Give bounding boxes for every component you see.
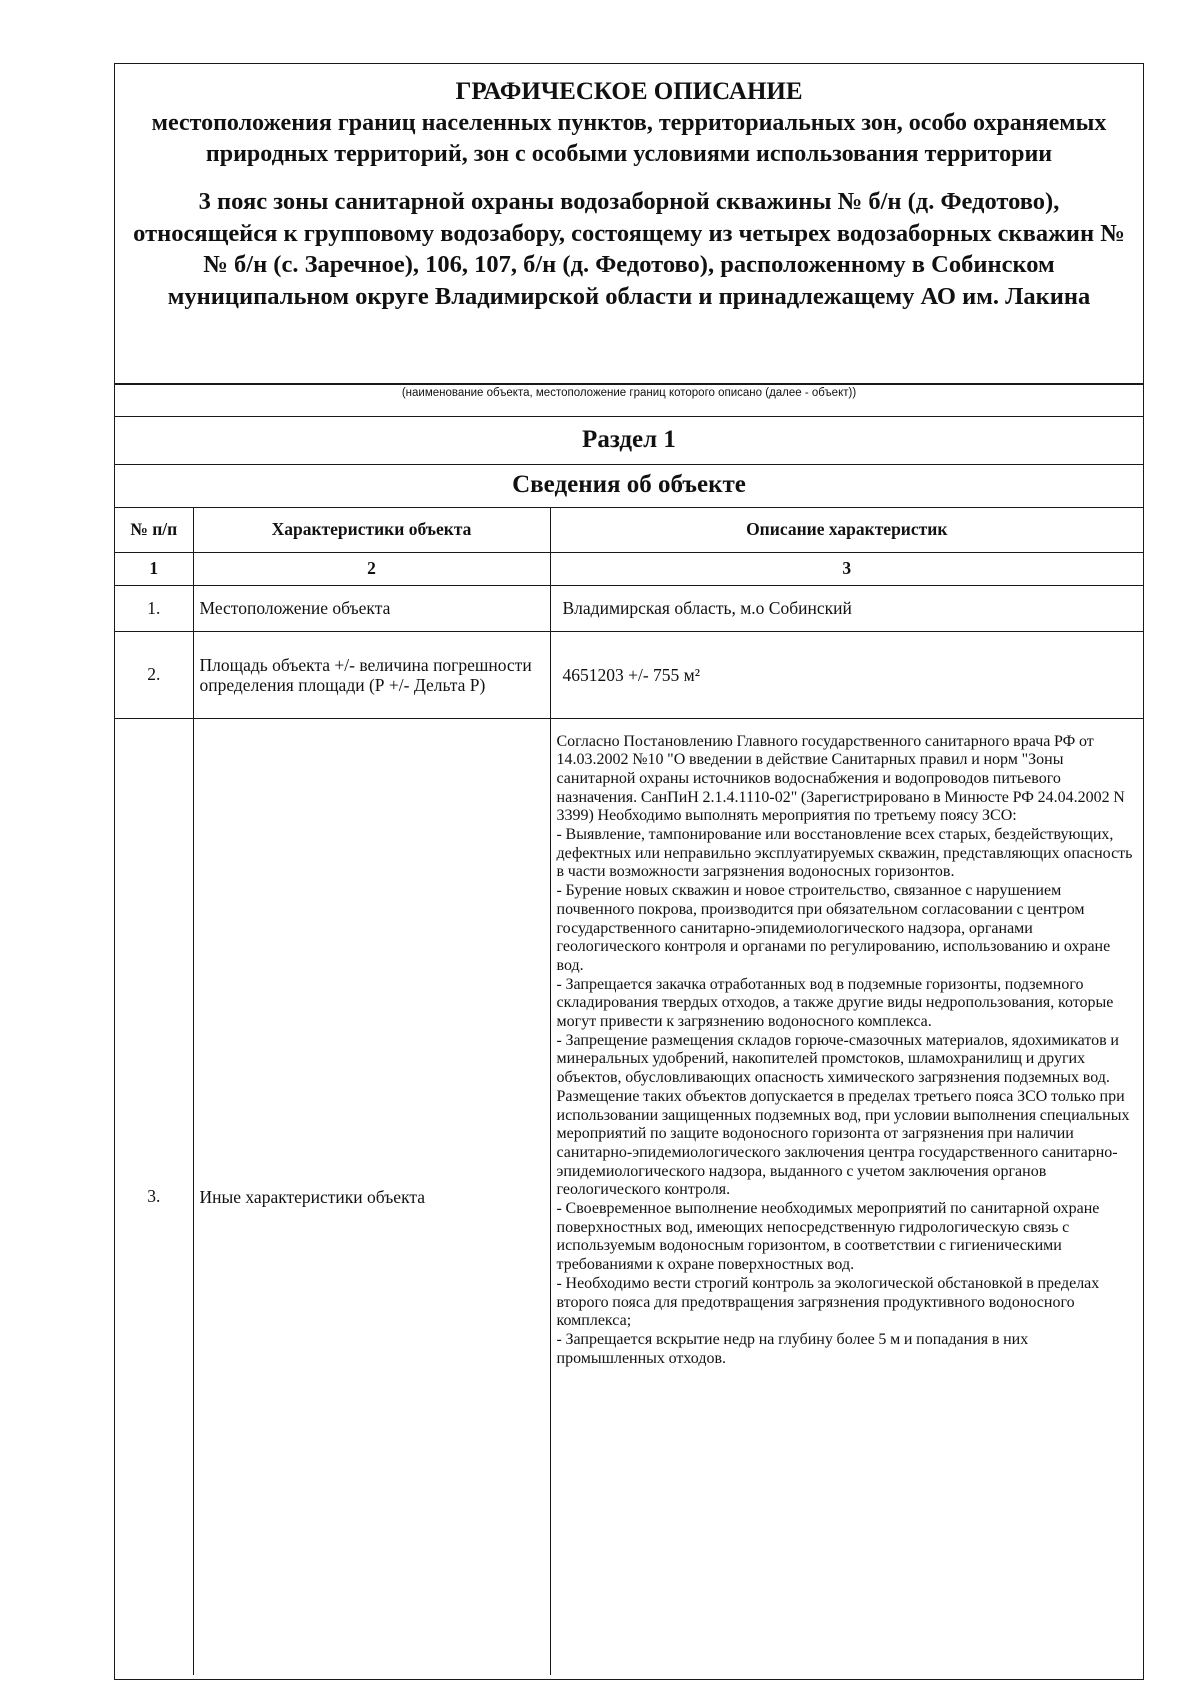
row-description: 4651203 +/- 755 м² (550, 631, 1143, 718)
row-characteristic: Местоположение объекта (193, 585, 550, 631)
document-frame (114, 63, 1144, 1680)
row-characteristic: Площадь объекта +/- величина погрешности определения площади (Р +/- Дельта Р) (193, 631, 550, 718)
table-row (115, 631, 1143, 718)
column-index: 1 (115, 552, 193, 585)
column-header-description: Описание характеристик (550, 507, 1143, 552)
row-description (550, 718, 1143, 1675)
description-paragraph: - Необходимо вести строгий контроль за экологической обстановкой в пределах второго пояса для предотвращения загрязнения продуктивного водоносного комплекса; (556, 1274, 1100, 1330)
description-paragraph: - Своевременное выполнение необходимых мероприятий по санитарной охране поверхностных вод, имеющих непосредственную гидрологическую связь с используемым водоносным горизонтом, в соответствии с гигиеническими требованиями к охране поверхностных вод. (556, 1200, 1100, 1274)
row-description: Владимирская область, м.о Собинский (550, 585, 1143, 631)
caption-divider (115, 416, 1143, 417)
row-characteristic: Иные характеристики объекта (193, 718, 550, 1675)
description-paragraph: - Запрещение размещения складов горюче-смазочных материалов, ядохимикатов и минеральных удобрений, накопителей промстоков, шламохранилищ и других объектов, обусловливающих опасность химического загрязнения подземных вод. Размещение таких объектов допускается в пределах третьего пояса ЗСО только при использовании защищенных подземных вод, при условии выполнения специальных мероприятий по защите водоносного горизонта от загрязнения при наличии санитарно-эпидемиологического заключения центра государственного санитарно-эпидемиологического надзора, выданного с учетом заключения органов геологического контроля. (556, 1031, 1130, 1199)
row-number: 2. (115, 631, 193, 718)
description-paragraph: - Запрещается закачка отработанных вод в подземные горизонты, подземного складирования твердых отходов, а также другие виды недропользования, которые могут привести к загрязнению водоносного комплекса. (556, 975, 1114, 1031)
column-header-characteristic: Характеристики объекта (193, 507, 550, 552)
column-index-row (115, 552, 1143, 585)
document-title: ГРАФИЧЕСКОЕ ОПИСАНИЕ (455, 78, 803, 105)
description-paragraph: - Бурение новых скважин и новое строительство, связанное с нарушением почвенного покрова, производится при обязательном согласовании с центром государственного санитарно-эпидемиологического надзора, органами геологического контроля и органами по регулированию, использованию и охране вод. (556, 882, 1111, 974)
document-subtitle: местоположения границ населенных пунктов, территориальных зон, особо охраняемых природных территорий, зон с особыми условиями использования территории (151, 110, 1107, 167)
column-header-number: № п/п (115, 507, 193, 552)
object-name: 3 пояс зоны санитарной охраны водозаборной скважины № б/н (д. Федотово), относящейся к групповому водозабору, состоящему из четырех водозаборных скважин №№ б/н (с. Заречное), 106, 107, б/н (д. Федотово), расположенному в Собинском муниципальном округе Владимирской области и принадлежащему АО им. Лакина (133, 188, 1125, 310)
row-number: 3. (115, 718, 193, 1675)
table-row (115, 585, 1143, 631)
section-name: Сведения об объекте (512, 471, 746, 498)
description-paragraph: Согласно Постановлению Главного государственного санитарного врача РФ от 14.03.2002 №10 "О введении в действие Санитарных правил и норм "Зоны санитарной охраны источников водоснабжения и водопроводов питьевого назначения. СанПиН 2.1.4.1110-02" (Зарегистрировано в Минюсте РФ 24.04.2002 N 3399) Необходимо выполнять мероприятия по третьему поясу ЗСО: (556, 732, 1125, 825)
header-underline-2 (115, 384, 1143, 385)
description-paragraph: - Выявление, тампонирование или восстановление всех старых, бездействующих, дефектных или неправильно эксплуатируемых скважин, представляющих опасность в части возможности загрязнения водоносных горизонтов. (556, 826, 1133, 881)
row-number: 1. (115, 585, 193, 631)
section-divider (115, 464, 1143, 465)
section-number-title: Раздел 1 (582, 426, 676, 453)
table-row (115, 718, 1143, 1675)
object-info-table (115, 507, 1143, 1675)
document-header (115, 64, 1143, 383)
column-index: 2 (193, 552, 550, 585)
column-index: 3 (550, 552, 1143, 585)
table-header-row (115, 507, 1143, 552)
description-paragraph: - Запрещается вскрытие недр на глубину более 5 м и попадания в них промышленных отходов. (556, 1331, 1029, 1367)
object-caption: (наименование объекта, местоположение границ которого описано (далее - объект)) (401, 387, 857, 399)
